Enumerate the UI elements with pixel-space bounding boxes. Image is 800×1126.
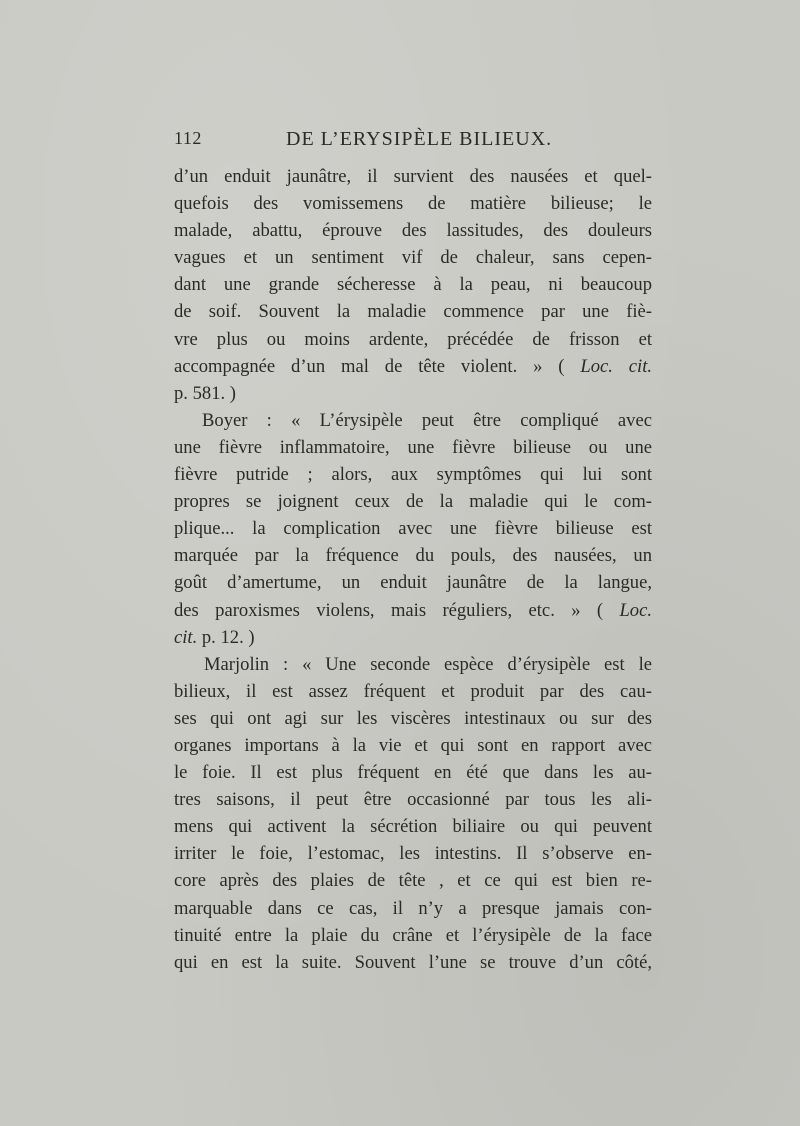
text-line: vagues et un sentiment vif de chaleur, sans cepen-: [174, 247, 652, 269]
text-line: [174, 624, 652, 651]
text-line: [174, 597, 652, 624]
paragraph-start-line: Boyer : « L’érysipèle peut être compliqué avec: [202, 409, 652, 431]
text-line: de soif. Souvent la maladie commence par une fiè-: [174, 301, 652, 323]
text-line: plique... la complication avec une fièvre bilieuse est: [174, 518, 652, 540]
text-line: [174, 353, 652, 380]
citation-italic: Loc. cit.: [580, 355, 653, 377]
text-fragment: p. 12. ): [197, 626, 255, 648]
text-line: tres saisons, il peut être occasionné par tous les ali-: [174, 789, 652, 811]
text-line: vre plus ou moins ardente, précédée de frisson et: [174, 328, 652, 350]
page-header: [174, 128, 654, 158]
text-line: quefois des vomissemens de matière bilieuse; le: [174, 193, 652, 215]
page-number: 112: [174, 128, 202, 148]
text-line: organes importans à la vie et qui sont en rapport avec: [174, 734, 652, 756]
citation-italic: cit.: [174, 626, 198, 648]
body-text: [174, 163, 652, 976]
text-line: mens qui activent la sécrétion biliaire ou qui peuvent: [174, 816, 652, 838]
text-line: propres se joignent ceux de la maladie qui le com-: [174, 491, 652, 513]
running-title: DE L’ERYSIPÈLE BILIEUX.: [286, 128, 553, 150]
text-line: malade, abattu, éprouve des lassitudes, des douleurs: [174, 220, 652, 242]
text-fragment: des paroxismes violens, mais réguliers, etc. » (: [174, 599, 620, 621]
text-fragment: accompagnée d’un mal de tête violent. » (: [174, 355, 581, 377]
text-line: d’un enduit jaunâtre, il survient des nausées et quel-: [174, 166, 652, 187]
text-line: bilieux, il est assez fréquent et produit par des cau-: [174, 680, 652, 702]
text-line: irriter le foie, l’estomac, les intestins. Il s’observe en-: [174, 843, 652, 865]
text-line: p. 581. ): [174, 382, 236, 404]
text-line: ses qui ont agi sur les viscères intestinaux ou sur des: [174, 707, 652, 729]
text-line: marquable dans ce cas, il n’y a presque jamais con-: [174, 897, 652, 919]
text-line: tinuité entre la plaie du crâne et l’érysipèle de la face: [174, 924, 652, 946]
paragraph-start-line: Marjolin : « Une seconde espèce d’érysipèle est le: [204, 653, 652, 675]
text-line: marquée par la fréquence du pouls, des nausées, un: [174, 545, 652, 567]
text-line: une fièvre inflammatoire, une fièvre bilieuse ou une: [174, 436, 652, 458]
citation-italic: Loc.: [619, 599, 652, 621]
text-line: qui en est la suite. Souvent l’une se trouve d’un côté,: [174, 951, 652, 973]
text-line: goût d’amertume, un enduit jaunâtre de la langue,: [174, 572, 652, 594]
text-line: le foie. Il est plus fréquent en été que dans les au-: [174, 762, 652, 784]
text-line: dant une grande sécheresse à la peau, ni beaucoup: [174, 274, 652, 296]
text-line: core après des plaies de tête , et ce qui est bien re-: [174, 870, 652, 892]
text-line: fièvre putride ; alors, aux symptômes qui lui sont: [174, 464, 652, 486]
